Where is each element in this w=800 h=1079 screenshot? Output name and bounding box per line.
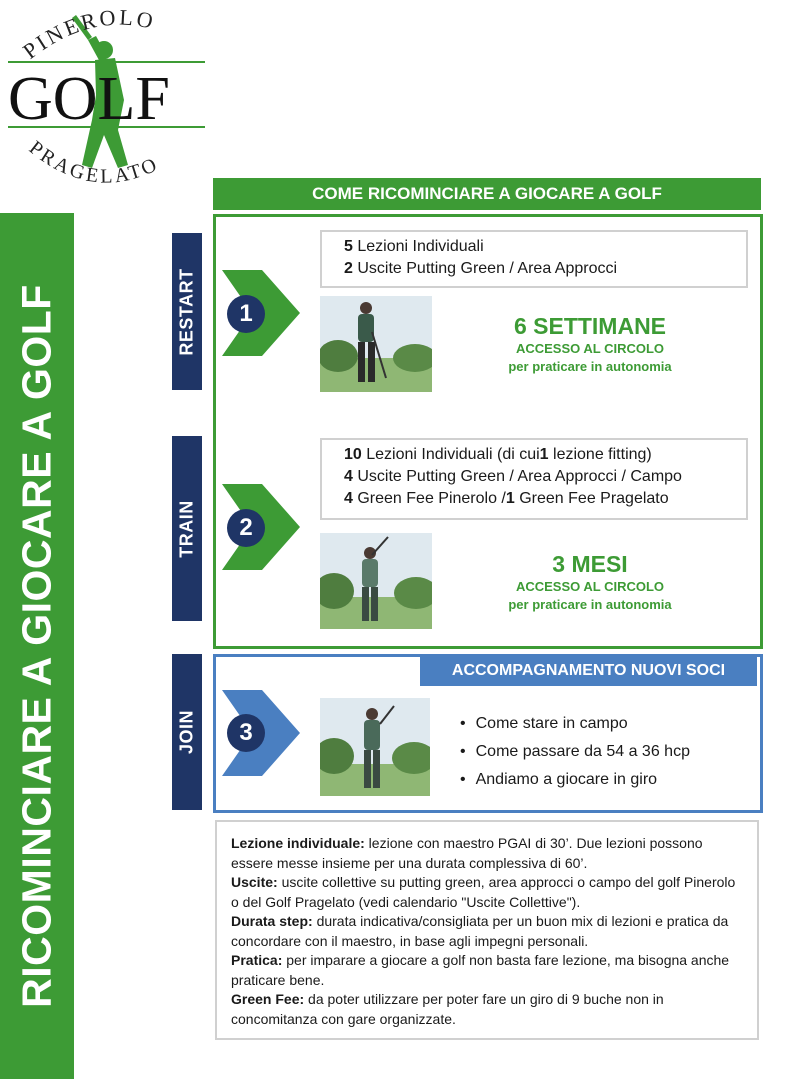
step-2-number: 2 (227, 509, 265, 547)
step-3-number: 3 (227, 714, 265, 752)
step-3-golfer-photo (320, 698, 430, 796)
step-2-duration: 3 MESI (552, 551, 628, 577)
step-1-access: ACCESSO AL CIRCOLO (515, 341, 665, 356)
step-1-number: 1 (227, 295, 265, 333)
glossary-notes (215, 820, 759, 1040)
note-pratica: Pratica: per imparare a giocare a golf non basta fare lezione, ma bisogna anche praticare bene. (231, 952, 730, 988)
tab-restart-label: RESTART (176, 267, 197, 356)
note-durata: Durata step: durata indicativa/consigliata per un buon mix di lezioni e pratica da concordare con il maestro, in base agli impegni personali. (231, 913, 729, 949)
note-lezione: Lezione individuale: lezione con maestro PGAI di 30’. Due lezioni possono essere messe insieme per una durata complessiva di 60’. (231, 835, 703, 871)
tab-train-label: TRAIN (176, 499, 197, 558)
tab-train (172, 436, 202, 621)
note-uscite: Uscite: uscite collettive su putting green, area approcci o campo del golf Pinerolo o del Golf Pragelato (vedi calendario "Uscite Collettive"). (231, 874, 736, 910)
step-2-golfer-photo (320, 533, 432, 629)
step-2-duration-block (450, 550, 730, 614)
step-2-line-2: 4 Uscite Putting Green / Area Approcci / Campo (344, 468, 682, 485)
logo-top-text: PINEROLO (18, 4, 159, 64)
step-2-access: ACCESSO AL CIRCOLO (515, 579, 665, 594)
side-title-banner (0, 213, 74, 1079)
logo-main-text: GOLF (8, 65, 170, 133)
join-bullet-list (460, 710, 690, 794)
tab-restart (172, 233, 202, 390)
note-green-fee: Green Fee: da poter utilizzare per poter fare un giro di 9 buche non in concomitanza con gare organizzate. (231, 991, 664, 1027)
step-2-line-3: 4 Green Fee Pinerolo /1 Green Fee Pragelato (344, 490, 669, 507)
list-item: • Andiamo a giocare in giro (460, 766, 690, 794)
list-item: • Come stare in campo (460, 710, 690, 738)
step-1-line-1: 5 Lezioni Individuali (344, 238, 484, 255)
step-2-lessons (320, 438, 748, 520)
step-2-line-1: 10 Lezioni Individuali (di cui1 lezione fitting) (344, 446, 652, 463)
step-1-duration-block (450, 312, 730, 376)
step-1-golfer-photo (320, 296, 432, 392)
step-1-duration: 6 SETTIMANE (513, 313, 667, 339)
tab-join (172, 654, 202, 810)
svg-text:PINEROLO (18, 4, 158, 63)
tab-join-label: JOIN (176, 709, 197, 755)
club-logo (0, 0, 215, 205)
section-header: COME RICOMINCIARE A GIOCARE A GOLF (213, 178, 761, 210)
step-1-practice: per praticare in autonomia (508, 359, 672, 374)
logo-bottom-text: PRAGELATO (24, 136, 163, 188)
step-1-line-2: 2 Uscite Putting Green / Area Approcci (344, 260, 618, 277)
step-1-lessons (320, 230, 748, 288)
step-2-practice: per praticare in autonomia (508, 597, 672, 612)
list-item: • Come passare da 54 a 36 hcp (460, 738, 690, 766)
join-heading: ACCOMPAGNAMENTO NUOVI SOCI (420, 656, 757, 686)
side-title: RICOMINCIARE A GIOCARE A GOLF (13, 284, 60, 1008)
